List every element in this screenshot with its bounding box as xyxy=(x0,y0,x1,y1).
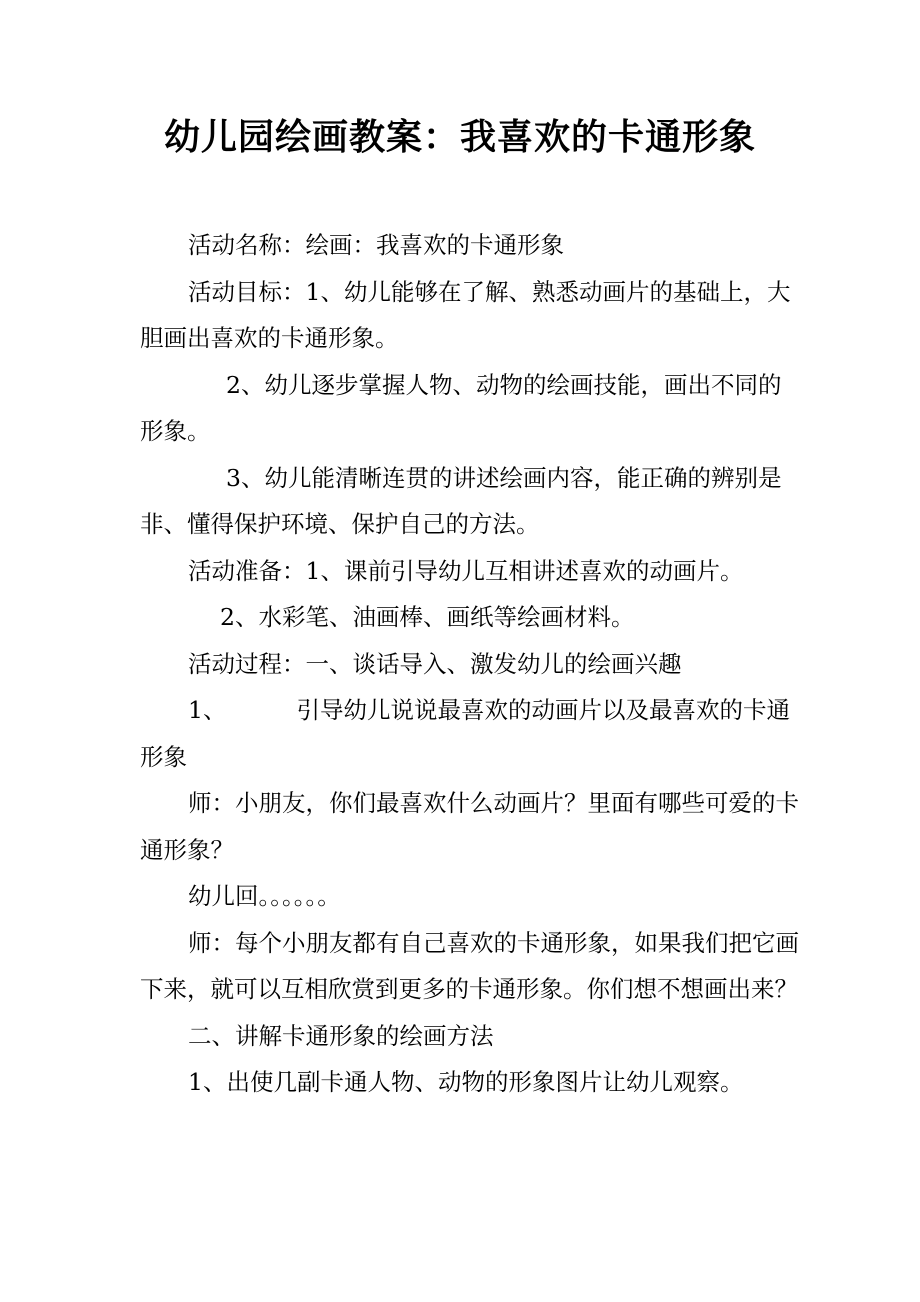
item-text: 引导幼儿说说最喜欢的动画片以及最喜欢的卡通形象 xyxy=(140,696,790,771)
paragraph-activity-name: 活动名称：绘画：我喜欢的卡通形象 xyxy=(188,231,564,259)
paragraph-numbered-item xyxy=(140,687,800,780)
paragraph-activity-goal-2: 2、幼儿逐步掌握人物、动物的绘画技能，画出不同的形象。 xyxy=(140,370,782,445)
paragraph-activity-process: 活动过程：一、谈话导入、激发幼儿的绘画兴趣 xyxy=(188,649,682,678)
document-title: 幼儿园绘画教案：我喜欢的卡通形象 xyxy=(163,117,756,158)
paragraph-children-answer: 幼儿回。。。。。。 xyxy=(188,882,341,910)
paragraph-activity-goal-3: 3、幼儿能清晰连贯的讲述绘画内容，能正确的辨别是非、懂得保护环境、保护自己的方法。 xyxy=(140,463,782,538)
paragraph-section-two: 二、讲解卡通形象的绘画方法 xyxy=(188,1021,494,1050)
paragraph-teacher-prompt: 师：每个小朋友都有自己喜欢的卡通形象，如果我们把它画下来，就可以互相欣赏到更多的卡通形象。你们想不想画出来？ xyxy=(140,928,799,1003)
document-body xyxy=(140,222,800,1106)
paragraph-activity-prep-1: 活动准备：1、课前引导幼儿互相讲述喜欢的动画片。 xyxy=(188,556,744,585)
paragraph-activity-prep-2: 2、水彩笔、油画棒、画纸等绘画材料。 xyxy=(220,603,635,631)
item-number: 1、 xyxy=(188,696,227,724)
paragraph-teacher-question: 师：小朋友，你们最喜欢什么动画片？里面有哪些可爱的卡通形象？ xyxy=(140,789,799,864)
paragraph-activity-goal-1: 活动目标：1、幼儿能够在了解、熟悉动画片的基础上，大胆画出喜欢的卡通形象。 xyxy=(140,277,791,352)
paragraph-section-two-item-1: 1、出使几副卡通人物、动物的形象图片让幼儿观察。 xyxy=(188,1068,744,1096)
